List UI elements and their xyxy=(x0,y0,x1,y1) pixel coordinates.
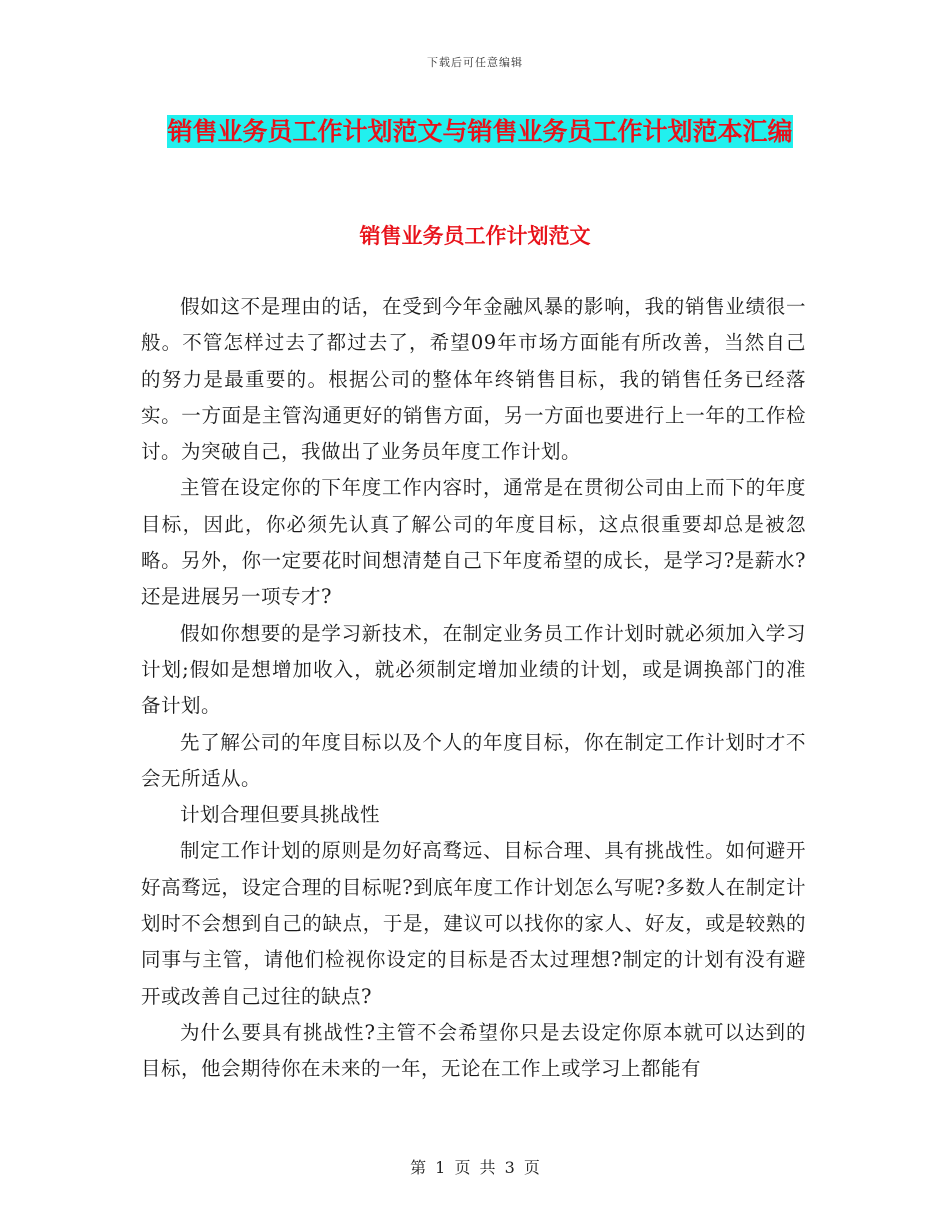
body-text xyxy=(141,289,806,1088)
paragraph-heading: 计划合理但要具挑战性 xyxy=(180,803,381,827)
paragraph: 假如这不是理由的话，在受到今年金融风暴的影响，我的销售业绩很一般。不管怎样过去了都过去了，希望09年市场方面能有所改善，当然自己的努力是最重要的。根据公司的整体年终销售目标，我的销售任务已经落实。一方面是主管沟通更好的销售方面，另一方面也要进行上一年的工作检讨。为突破自己，我做出了业务员年度工作计划。 xyxy=(141,295,806,464)
paragraph: 为什么要具有挑战性?主管不会希望你只是去设定你原本就可以达到的目标，他会期待你在未来的一年，无论在工作上或学习上都能有 xyxy=(141,1020,806,1081)
document-title xyxy=(140,110,820,154)
paragraph: 假如你想要的是学习新技术，在制定业务员工作计划时就必须加入学习计划;假如是想增加收入，就必须制定增加业绩的计划，或是调换部门的准备计划。 xyxy=(141,621,806,718)
paragraph: 主管在设定你的下年度工作内容时，通常是在贯彻公司由上而下的年度目标，因此，你必须先认真了解公司的年度目标，这点很重要却总是被忽略。另外，你一定要花时间想清楚自己下年度希望的成长，是学习?是薪水?还是进展另一项专才? xyxy=(141,476,806,609)
document-title-text: 销售业务员工作计划范文与销售业务员工作计划范本汇编 xyxy=(167,117,793,146)
header-note: 下载后可任意编辑 xyxy=(427,56,523,69)
paragraph: 先了解公司的年度目标以及个人的年度目标，你在制定工作计划时才不会无所适从。 xyxy=(141,730,806,790)
section-title: 销售业务员工作计划范文 xyxy=(359,224,591,248)
page-footer: 第 1 页 共 3 页 xyxy=(410,1158,540,1177)
paragraph: 制定工作计划的原则是勿好高骛远、目标合理、具有挑战性。如何避开好高骛远，设定合理的目标呢?到底年度工作计划怎么写呢?多数人在制定计划时不会想到自己的缺点，于是，建议可以找你的家人、好友，或是较熟的同事与主管，请他们检视你设定的目标是否太过理想?制定的计划有没有避开或改善自己过往的缺点? xyxy=(141,839,806,1008)
